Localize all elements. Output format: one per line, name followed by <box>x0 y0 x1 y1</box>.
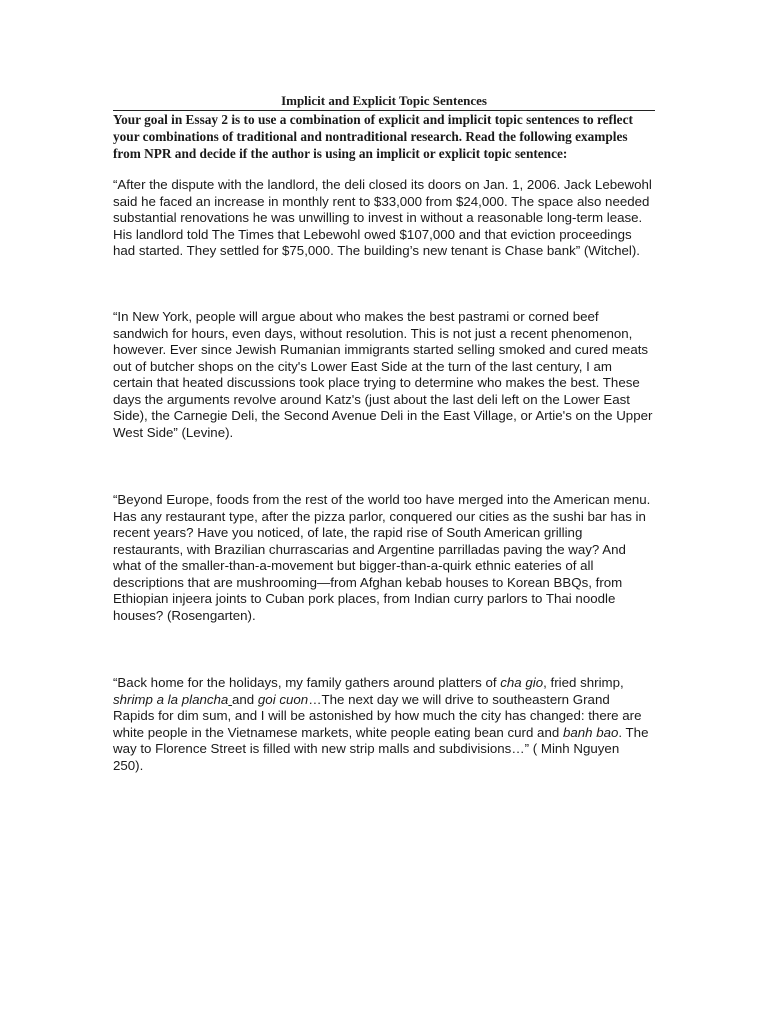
quote-paragraph-levine: “In New York, people will argue about who makes the best pastrami or corned beef sandwich for hours, even days, without resolution. This is not just a recent phenomenon, however. Ever since Jewish Rumanian immigrants started selling smoked and cured meats out of butcher shops on the city's Lower East Side at the turn of the last century, I am certain that heated discussions took place trying to determine who makes the best. These days the arguments revolve around Katz's (just about the last deli left on the Lower East Side), the Carnegie Deli, the Second Avenue Deli in the East Village, or Artie's on the Upper West Side” (Levine). <box>113 309 653 440</box>
quote-text: “Back home for the holidays, my family gathers around platters of <box>113 675 501 690</box>
quote-text: and <box>232 691 258 707</box>
quote-paragraph-rosengarten: “Beyond Europe, foods from the rest of the world too have merged into the American menu. Has any restaurant type, after the pizza parlor, conquered our cities as the sushi bar has in recent years? Have you noticed, of late, the rapid rise of South American grilling restaurants, with Brazilian churrascarias and Argentine parrilladas paving the way? And what of the smaller-than-a-movement but bigger-than-a-quirk ethnic eateries of all descriptions that are mushrooming—from Afghan kebab houses to Korean BBQs, from Ethiopian injeera joints to Cuban pork places, from Indian curry parlors to Thai noodle houses? (Rosengarten). <box>113 492 651 623</box>
quote-italic-term: goi cuon <box>257 691 309 707</box>
quote-text: . The way to Florence Street is filled with new strip malls and subdivisions…” ( Minh Nguyen 250). <box>113 724 649 773</box>
quote-text: , fried shrimp, <box>543 675 624 690</box>
quote-text: …The next day we will drive to southeastern Grand Rapids for dim sum, and I will be astonished by how much the city has changed: there are white people in the Vietnamese markets, white people eating bean curd and <box>113 691 642 740</box>
quote-italic-term: banh bao <box>562 724 619 740</box>
quote-italic-term: cha gio <box>500 675 544 690</box>
quote-paragraph-nguyen <box>113 675 653 774</box>
intro-paragraph: Your goal in Essay 2 is to use a combination of explicit and implicit topic sentences to reflect your combinations of traditional and nontraditional research. Read the following examples from NPR and decide if the author is using an implicit or explicit topic sentence: <box>113 112 633 161</box>
quote-paragraph-witchel: “After the dispute with the landlord, the deli closed its doors on Jan. 1, 2006. Jack Lebewohl said he faced an increase in monthly rent to $33,000 from $24,000. The space also needed substantial renovations he was unwilling to invest in without a reasonable long-term lease. His landlord told The Times that Lebewohl owed $107,000 and that eviction proceedings had started. They settled for $75,000. The building’s new tenant is Chase bank” (Witchel). <box>113 177 652 258</box>
document-title: Implicit and Explicit Topic Sentences <box>281 93 487 108</box>
quote-italic-term: shrimp a la plancha <box>113 691 229 707</box>
